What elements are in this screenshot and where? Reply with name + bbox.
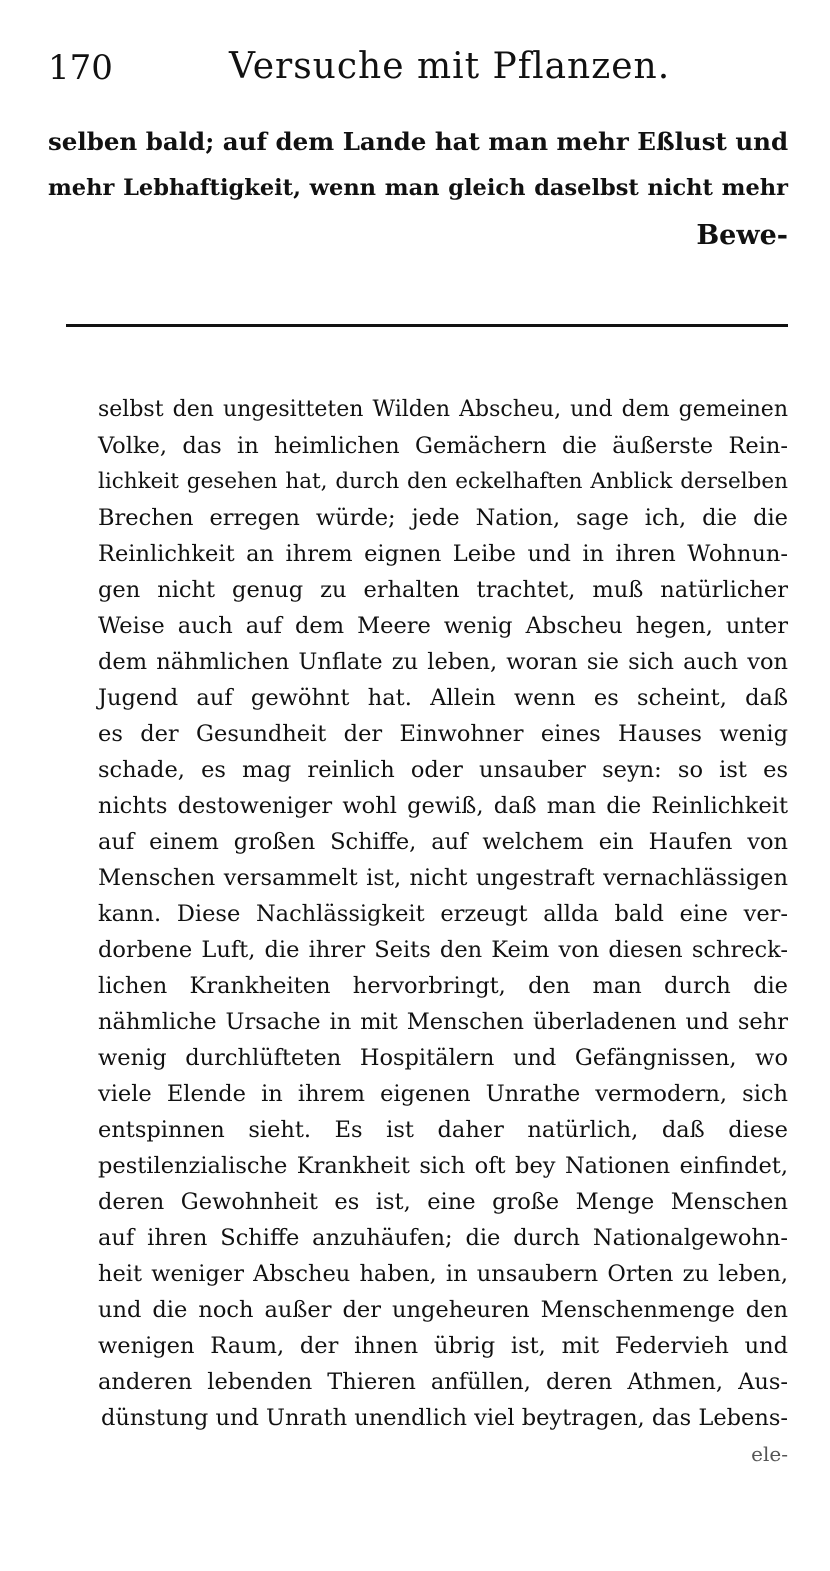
footnote-line: und die noch außer der ungeheuren Menschenmenge den: [98, 1297, 788, 1323]
footnote-block: [98, 392, 788, 1472]
footnote-line: Volke, das in heimlichen Gemächern die äußerste Rein-: [98, 433, 788, 459]
footnote-line: es der Gesundheit der Einwohner eines Hauses wenig: [98, 721, 788, 747]
footnote-line: kann. Diese Nachlässigkeit erzeugt allda bald eine ver-: [98, 901, 788, 927]
footnote-line: entspinnen sieht. Es ist daher natürlich, daß diese: [98, 1117, 788, 1143]
footnote-line: Weise auch auf dem Meere wenig Abscheu hegen, unter: [98, 613, 788, 639]
main-text-catchword: Bewe-: [696, 220, 788, 251]
footnote-line: viele Elende in ihrem eigenen Unrathe vermodern, sich: [98, 1081, 788, 1107]
footnote-line: Menschen versammelt ist, nicht ungestraft vernachlässigen: [98, 865, 788, 891]
footnote-line: auf ihren Schiffe anzuhäufen; die durch Nationalgewohn-: [98, 1225, 788, 1251]
footnote-line: selbst den ungesitteten Wilden Abscheu, und dem gemeinen: [98, 397, 788, 422]
footnote-line: wenigen Raum, der ihnen übrig ist, mit Federvieh und: [98, 1333, 788, 1359]
page-number: 170: [48, 48, 113, 88]
footnote-divider: [66, 324, 788, 327]
page-header: [44, 40, 788, 100]
main-text-block: [48, 118, 788, 259]
footnote-line: nichts destoweniger wohl gewiß, daß man die Reinlichkeit: [98, 793, 788, 819]
main-text-line: mehr Lebhaftigkeit, wenn man gleich daselbst nicht mehr: [48, 175, 788, 201]
footnote-line: dorbene Luft, die ihrer Seits den Keim von diesen schreck-: [98, 937, 788, 963]
footnote-line: dünstung und Unrath unendlich viel beytragen, das Lebens-: [100, 1405, 788, 1431]
footnote-line: anderen lebenden Thieren anfüllen, deren Athmen, Aus-: [98, 1369, 788, 1395]
footnote-line: Reinlichkeit an ihrem eignen Leibe und in ihren Wohnun-: [98, 541, 788, 567]
footnote-line: heit weniger Abscheu haben, in unsaubern Orten zu leben,: [98, 1261, 788, 1287]
footnote-line: dem nähmlichen Unflate zu leben, woran sie sich auch von: [98, 649, 788, 675]
footnote-line: wenig durchlüfteten Hospitälern und Gefängnissen, wo: [98, 1045, 788, 1071]
footnote-line: nähmliche Ursache in mit Menschen überladenen und sehr: [98, 1009, 788, 1035]
footnote-catchword: ele-: [751, 1442, 788, 1466]
footnote-line: gen nicht genug zu erhalten trachtet, muß natürlicher: [98, 577, 788, 603]
footnote-line: auf einem großen Schiffe, auf welchem ein Haufen von: [98, 829, 788, 855]
footnote-line: pestilenzialische Krankheit sich oft bey Nationen einfindet,: [98, 1153, 788, 1179]
footnote-line: Jugend auf gewöhnt hat. Allein wenn es scheint, daß: [98, 685, 788, 711]
main-text-line: selben bald; auf dem Lande hat man mehr Eßlust und: [48, 127, 789, 156]
footnote-line: Brechen erregen würde; jede Nation, sage ich, die die: [98, 505, 788, 531]
running-title: Versuche mit Pflanzen.: [229, 46, 671, 87]
footnote-line: deren Gewohnheit es ist, eine große Menge Menschen: [98, 1189, 788, 1215]
footnote-line: lichkeit gesehen hat, durch den eckelhaften Anblick derselben: [98, 469, 788, 494]
footnote-line: lichen Krankheiten hervorbringt, den man durch die: [98, 973, 788, 999]
footnote-line: schade, es mag reinlich oder unsauber seyn: so ist es: [98, 757, 788, 783]
